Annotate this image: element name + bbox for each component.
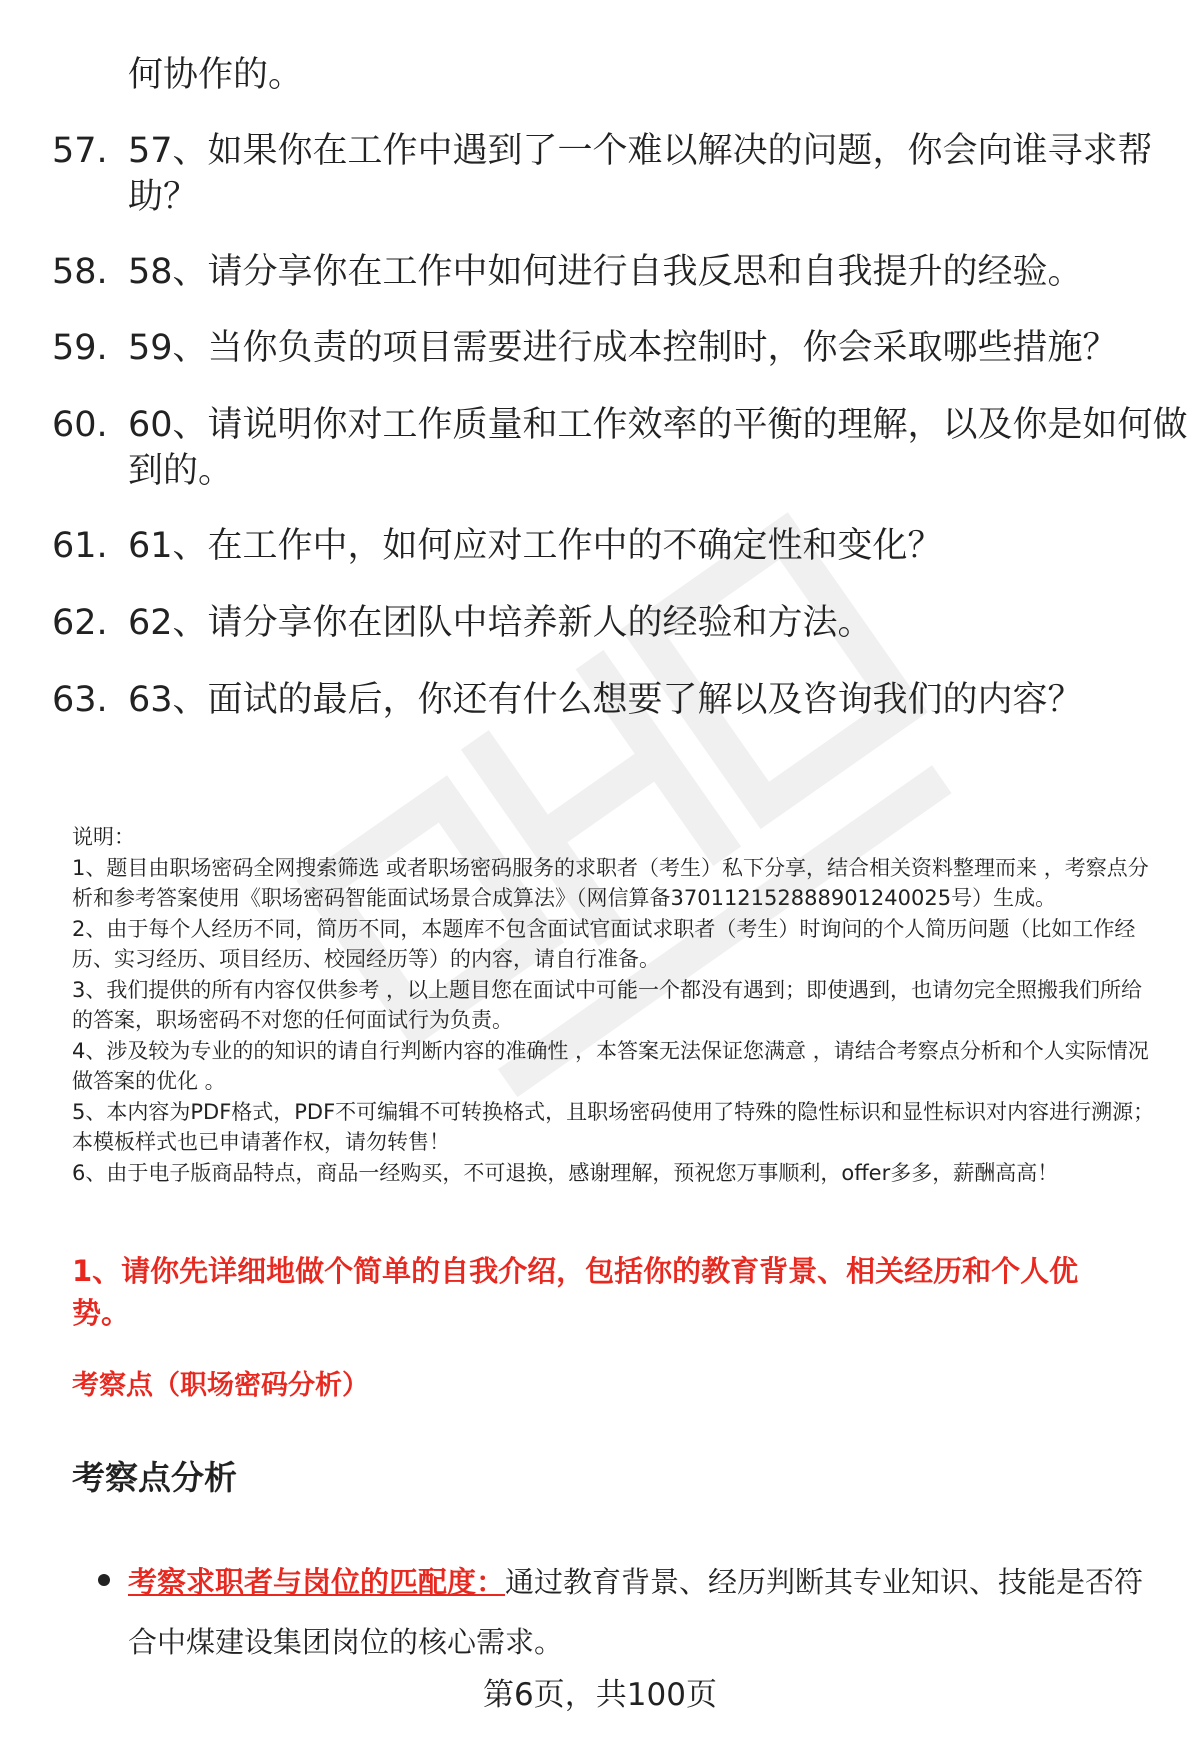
question-number: 61.	[52, 526, 108, 566]
note-line: 2、由于每个人经历不同，简历不同，本题库不包含面试官面试求职者（考生）时询问的个人简历问题（比如工作经历、实习经历、项目经历、校园经历等）的内容，请自行准备。	[72, 916, 1136, 971]
question-number: 59.	[52, 328, 108, 368]
question-number: 58.	[52, 252, 108, 292]
note-line: 5、本内容为PDF格式，PDF不可编辑不可转换格式，且职场密码使用了特殊的隐性标识和显性标识对内容进行溯源；本模板样式也已申请著作权，请勿转售！	[72, 1099, 1155, 1154]
question-text: 58、请分享你在工作中如何进行自我反思和自我提升的经验。	[128, 252, 1083, 292]
note-line: 1、题目由职场密码全网搜索筛选 或者职场密码服务的求职者（考生）私下分享，结合相关资料整理而来 ，考察点分析和参考答案使用《职场密码智能面试场景合成算法》（网信算备370112152888901240025号）生成。	[72, 855, 1149, 910]
question-text: 61、在工作中，如何应对工作中的不确定性和变化？	[128, 526, 943, 566]
disclaimer-notes	[72, 822, 1162, 1188]
question-text: 62、请分享你在团队中培养新人的经验和方法。	[128, 603, 873, 643]
question-number: 60.	[52, 405, 108, 445]
note-line: 4、涉及较为专业的的知识的请自行判断内容的准确性 ，本答案无法保证您满意 ，请结合考察点分析和个人实际情况做答案的优化 。	[72, 1038, 1149, 1093]
note-line: 6、由于电子版商品特点，商品一经购买，不可退换，感谢理解，预祝您万事顺利，offer多多，薪酬高高！	[72, 1160, 1059, 1185]
question-number: 62.	[52, 603, 108, 643]
question-1-title: 1、请你先详细地做个简单的自我介绍，包括你的教育背景、相关经历和个人优势。	[72, 1254, 1079, 1330]
question-text: 59、当你负责的项目需要进行成本控制时，你会采取哪些措施？	[128, 328, 1118, 368]
page-footer: 第6页，共100页	[483, 1677, 717, 1713]
analysis-section-title: 考察点分析	[72, 1458, 237, 1497]
question-continuation: 何协作的。	[128, 55, 304, 95]
question-text: 60、请说明你对工作质量和工作效率的平衡的理解，以及你是如何做到的。	[128, 405, 1188, 491]
question-number: 63.	[52, 680, 108, 720]
note-line: 3、我们提供的所有内容仅供参考 ，以上题目您在面试中可能一个都没有遇到；即使遇到，也请勿完全照搬我们所给的答案，职场密码不对您的任何面试行为负责。	[72, 977, 1143, 1032]
watermark-glyph-3	[644, 536, 904, 806]
question-number: 57.	[52, 131, 108, 171]
bullet-icon	[98, 1574, 110, 1586]
notes-heading: 说明：	[72, 825, 135, 849]
question-text: 63、面试的最后，你还有什么想要了解以及咨询我们的内容？	[128, 680, 1083, 720]
analysis-bullet	[128, 1552, 1148, 1672]
analysis-bullet-text: 通过教育背景、经历判断其专业知识、技能是否符合中煤建设集团岗位的核心需求。	[128, 1565, 1144, 1659]
analysis-bullet-label: 考察求职者与岗位的匹配度：	[128, 1565, 506, 1599]
question-text: 57、如果你在工作中遇到了一个难以解决的问题，你会向谁寻求帮助？	[128, 131, 1153, 217]
question-1-subtitle: 考察点（职场密码分析）	[72, 1370, 369, 1401]
